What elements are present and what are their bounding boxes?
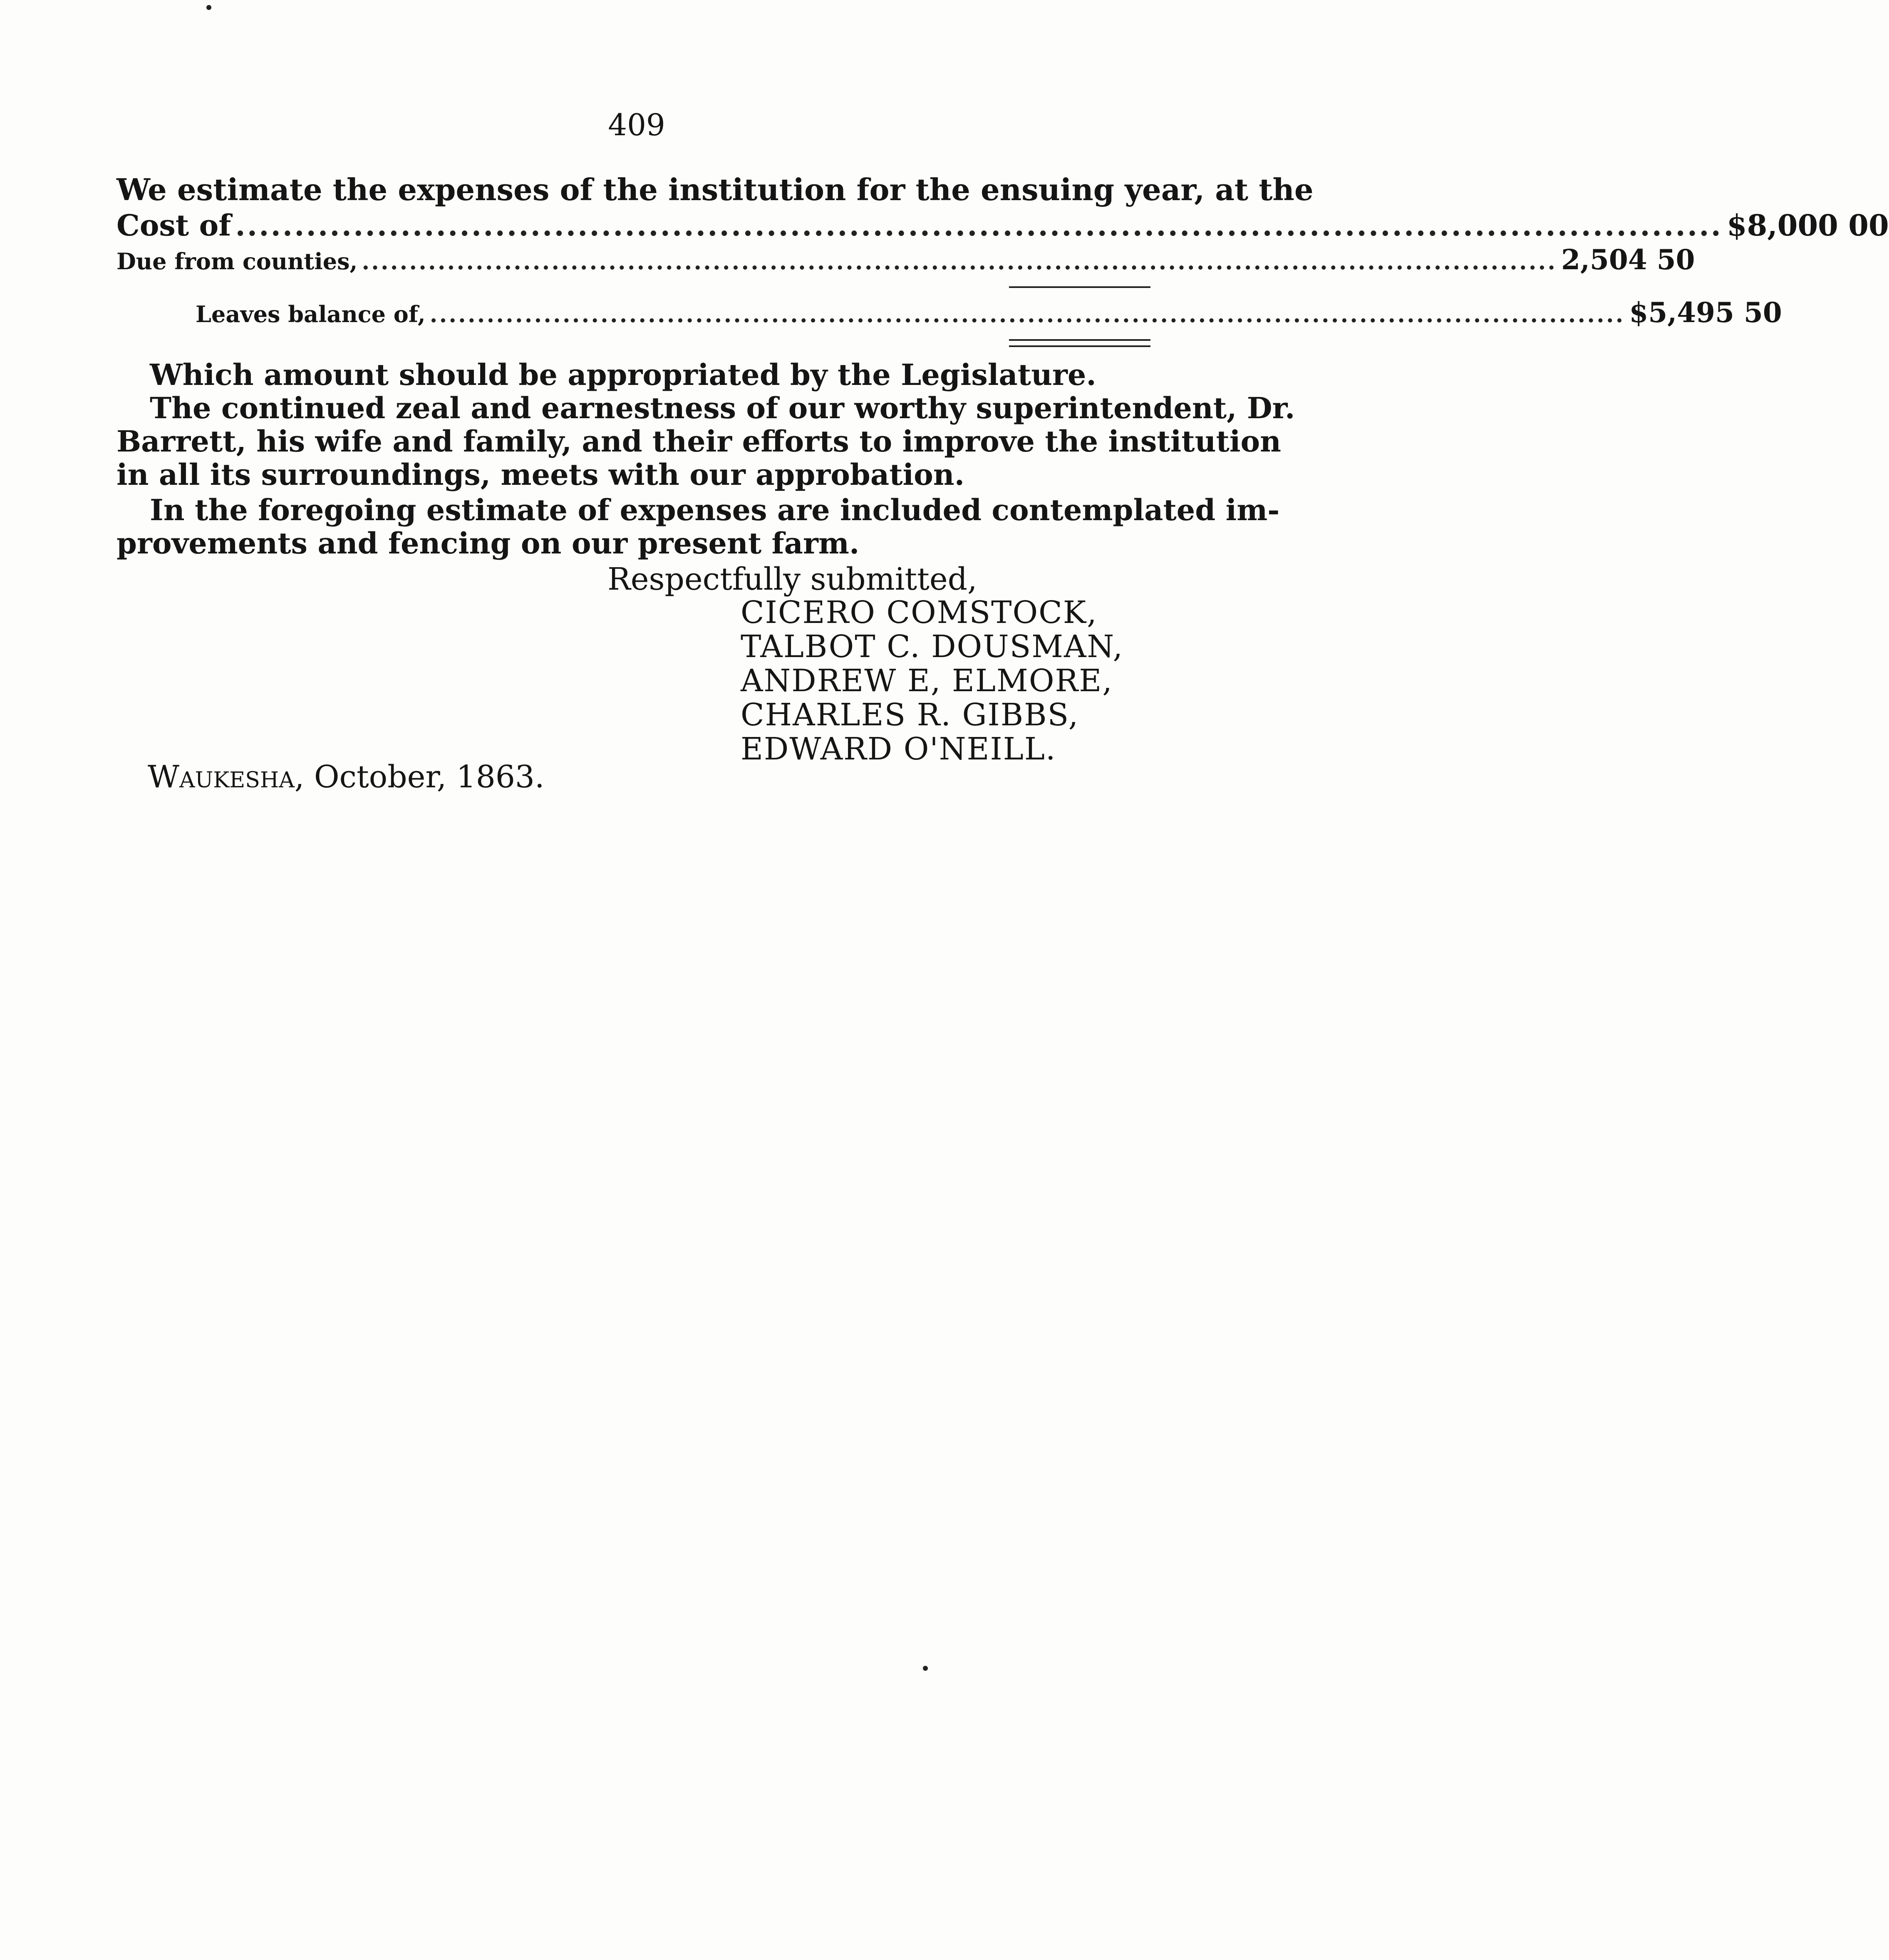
total-double-rule-top xyxy=(1009,339,1150,341)
leader-dots: .............................................................................................................................. xyxy=(429,301,1625,327)
signer-name: CHARLES R. GIBBS, xyxy=(741,697,1079,733)
total-double-rule-bottom xyxy=(1009,345,1150,347)
salutation: Respectfully submitted, xyxy=(607,561,977,597)
signer-name: EDWARD O'NEILL. xyxy=(741,731,1056,767)
paragraph-superintendent-line1: The continued zeal and earnestness of our worthy superintendent, Dr. xyxy=(150,391,1295,425)
scan-speck xyxy=(206,5,211,10)
page-number: 409 xyxy=(608,107,665,142)
paragraph-improvements-line2: provements and fencing on our present farm. xyxy=(117,526,860,561)
paragraph-superintendent-line2: Barrett, his wife and family, and their efforts to improve the institution xyxy=(117,424,1282,459)
leader-dots: .............................................................................................................................. xyxy=(362,248,1557,275)
budget-amount: $8,000 00 xyxy=(1726,208,1889,243)
intro-line: We estimate the expenses of the institution for the ensuing year, at the xyxy=(117,172,1314,207)
budget-label: Cost of xyxy=(117,208,231,243)
budget-row-cost xyxy=(117,208,1889,243)
leader-dots: .............................................................................................................................. xyxy=(235,208,1723,243)
place-date xyxy=(148,759,545,794)
budget-label: Leaves balance of, xyxy=(196,301,426,327)
signer-name: CICERO COMSTOCK, xyxy=(741,595,1098,630)
budget-amount: $5,495 50 xyxy=(1629,296,1782,329)
signer-name: TALBOT C. DOUSMAN, xyxy=(741,629,1124,665)
place-name: Waukesha xyxy=(148,759,295,795)
paragraph-superintendent-line3: in all its surroundings, meets with our approbation. xyxy=(117,457,965,492)
budget-amount: 2,504 50 xyxy=(1561,243,1695,276)
signer-name: ANDREW E, ELMORE, xyxy=(741,663,1113,699)
paragraph-improvements-line1: In the foregoing estimate of expenses are included contemplated im- xyxy=(150,493,1280,527)
budget-row-due xyxy=(117,243,1695,276)
date-text: , October, 1863. xyxy=(294,759,545,795)
subtotal-rule xyxy=(1009,286,1150,288)
paragraph-appropriation: Which amount should be appropriated by the Legislature. xyxy=(150,357,1096,392)
scan-speck xyxy=(923,1666,928,1671)
budget-label: Due from counties, xyxy=(117,248,358,275)
budget-row-balance xyxy=(196,296,1782,329)
